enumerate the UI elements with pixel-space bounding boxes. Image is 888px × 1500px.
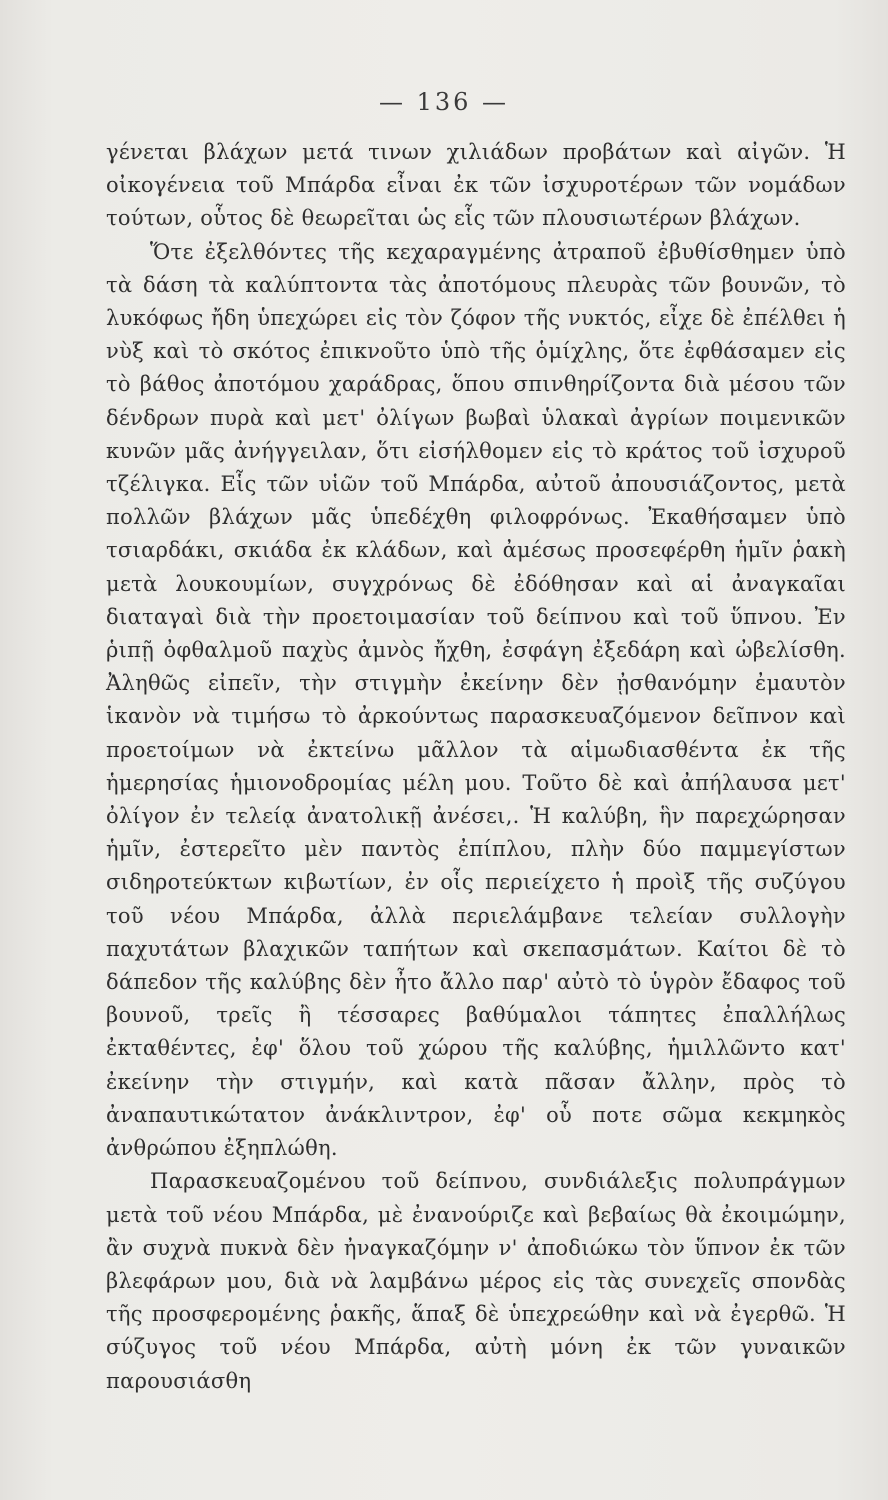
page-number: — 136 — [378,88,510,116]
paragraph-3: Παρασκευαζομένου τοῦ δείπνου, συνδιάλεξις πολυπράγμων μετὰ τοῦ νέου Μπάρδα, μὲ ἐνανούριζε καὶ βεβαίως θὰ ἐκοιμώμην, ἂν συχνὰ πυκνὰ δὲν ἠναγκαζόμην ν' ἀποδιώκω τὸν ὕπνον ἐκ τῶν βλεφάρων μου, διὰ νὰ λαμβάνω μέρος εἰς τὰς συνεχεῖς σπονδὰς τῆς προσφερομένης ῥακῆς, ἅπαξ δὲ ὑπεχρεώθην καὶ νὰ ἐγερθῶ. Ἡ σύζυγος τοῦ νέου Μπάρδα, αὐτὴ μόνη ἐκ τῶν γυναικῶν παρουσιάσθη [106,1169,846,1393]
paragraph-1: γένεται βλάχων μετά τινων χιλιάδων προβάτων καὶ αἰγῶν. Ἡ οἰκογένεια τοῦ Μπάρδα εἶναι ἐκ τῶν ἰσχυροτέρων τῶν νομάδων τούτων, οὗτος δὲ θεωρεῖται ὡς εἷς τῶν πλουσιωτέρων βλάχων. [106,140,846,231]
page-body [106,136,846,1398]
paragraph-2: Ὅτε ἐξελθόντες τῆς κεχαραγμένης ἀτραποῦ ἐβυθίσθημεν ὑπὸ τὰ δάση τὰ καλύπτοντα τὰς ἀποτόμους πλευρὰς τῶν βουνῶν, τὸ λυκόφως ἤδη ὑπεχώρει εἰς τὸν ζόφον τῆς νυκτός, εἶχε δὲ ἐπέλθει ἡ νὺξ καὶ τὸ σκότος ἐπικνοῦτο ὑπὸ τῆς ὁμίχλης, ὅτε ἐφθάσαμεν εἰς τὸ βάθος ἀποτόμου χαράδρας, ὅπου σπινθηρίζοντα διὰ μέσου τῶν δένδρων πυρὰ καὶ μετ' ὀλίγων βωβαὶ ὑλακαὶ ἀγρίων ποιμενικῶν κυνῶν μᾶς ἀνήγγειλαν, ὅτι εἰσήλθομεν εἰς τὸ κράτος τοῦ ἰσχυροῦ τζέλιγκα. Εἷς τῶν υἱῶν τοῦ Μπάρδα, αὐτοῦ ἀπουσιάζοντος, μετὰ πολλῶν βλάχων μᾶς ὑπεδέχθη φιλοφρόνως. Ἐκαθήσαμεν ὑπὸ τσιαρδάκι, σκιάδα ἐκ κλάδων, καὶ ἀμέσως προσεφέρθη ἡμῖν ῥακὴ μετὰ λουκουμίων, συγχρόνως δὲ ἐδόθησαν καὶ αἱ ἀναγκαῖαι διαταγαὶ διὰ τὴν προετοιμασίαν τοῦ δείπνου καὶ τοῦ ὕπνου. Ἐν ῥιπῇ ὀφθαλμοῦ παχὺς ἀμνὸς ἤχθη, ἐσφάγη ἐξεδάρη καὶ ὠβελίσθη. Ἀληθῶς εἰπεῖν, τὴν στιγμὴν ἐκείνην δὲν ᾐσθανόμην ἐμαυτὸν ἱκανὸν νὰ τιμήσω τὸ ἀρκούντως παρασκευαζόμενον δεῖπνον καὶ προετοίμων νὰ ἐκτείνω μᾶλλον τὰ αἱμωδιασθέντα ἐκ τῆς ἡμερησίας ἡμιονοδρομίας μέλη μου. Τοῦτο δὲ καὶ ἀπήλαυσα μετ' ὀλίγον ἐν τελείᾳ ἀνατολικῇ ἀνέσει,. Ἡ καλύβη, ἣν παρεχώρησαν ἡμῖν, ἐστερεῖτο μὲν παντὸς ἐπίπλου, πλὴν δύο παμμεγίστων σιδηροτεύκτων κιβωτίων, ἐν οἷς περιείχετο ἡ προὶξ τῆς συζύγου τοῦ νέου Μπάρδα, ἀλλὰ περιελάμβανε τελείαν συλλογὴν παχυτάτων βλαχικῶν ταπήτων καὶ σκεπασμάτων. Καίτοι δὲ τὸ δάπεδον τῆς καλύβης δὲν ἦτο ἄλλο παρ' αὐτὸ τὸ ὑγρὸν ἔδαφος τοῦ βουνοῦ, τρεῖς ἢ τέσσαρες βαθύμαλοι τάπητες ἐπαλλήλως ἐκταθέντες, ἐφ' ὅλου τοῦ χώρου τῆς καλύβης, ἡμιλλῶντο κατ' ἐκείνην τὴν στιγμήν, καὶ κατὰ πᾶσαν ἄλλην, πρὸς τὸ ἀναπαυτικώτατον ἀνάκλιντρον, ἐφ' οὗ ποτε σῶμα κεκμηκὸς ἀνθρώπου ἐξηπλώθη. [106,239,846,1161]
